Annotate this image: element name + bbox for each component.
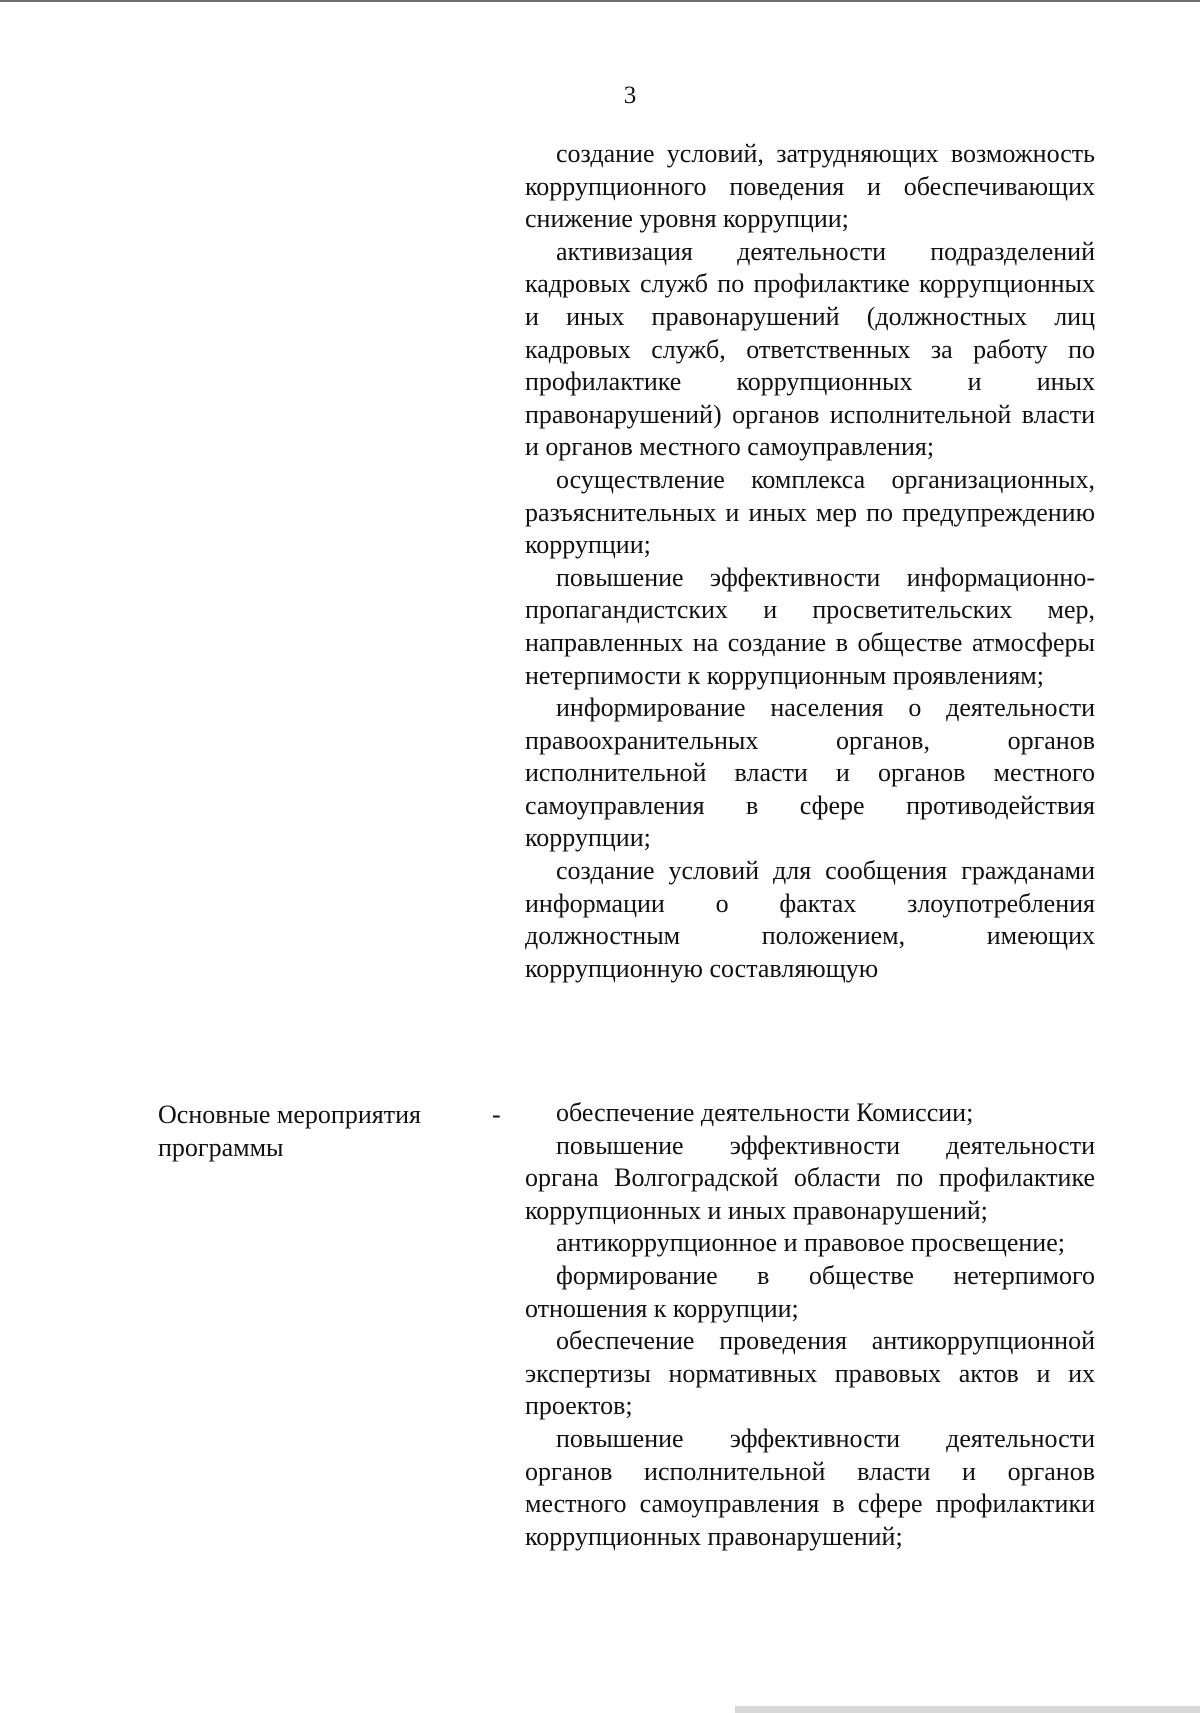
main-activities-text-block — [525, 1097, 1095, 1553]
scan-bottom-shadow — [735, 1706, 1200, 1713]
goals-text-block — [525, 138, 1095, 985]
page-number: 3 — [623, 82, 637, 109]
activities-paragraph: обеспечение проведения антикоррупционной экспертизы нормативных правовых актов и их проектов; — [525, 1326, 1095, 1421]
main-activities-label — [158, 1098, 458, 1164]
goals-paragraph: создание условий для сообщения гражданами информации о фактах злоупотребления должностным положением, имеющих коррупционную составляющую — [525, 856, 1095, 983]
goals-paragraph: информирование населения о деятельности правоохранительных органов, органов исполнительной власти и органов местного самоуправления в сфере противодействия коррупции; — [525, 693, 1095, 853]
activities-paragraph: повышение эффективности деятельности органа Волгоградской области по профилактике коррупционных и иных правонарушений; — [525, 1130, 1095, 1225]
goals-paragraph: осуществление комплекса организационных, разъяснительных и иных мер по предупреждению коррупции; — [525, 464, 1095, 560]
scan-top-border — [0, 0, 1200, 2]
goals-paragraph: создание условий, затрудняющих возможность коррупционного поведения и обеспечивающих снижение уровня коррупции; — [525, 139, 1095, 234]
goals-paragraph: активизация деятельности подразделений кадровых служб по профилактике коррупционных и иных правонарушений (должностных лиц кадровых служб, ответственных за работу по профилактике коррупционных и иных правонарушений) органов исполнительной власти и органов местного самоуправления; — [525, 236, 1095, 462]
main-activities-label-line: программы — [158, 1133, 284, 1162]
label-separator-dash: - — [492, 1100, 501, 1129]
activities-paragraph: обеспечение деятельности Комиссии; — [556, 1098, 974, 1127]
activities-paragraph: формирование в обществе нетерпимого отношения к коррупции; — [525, 1260, 1095, 1323]
activities-paragraph: антикоррупционное и правовое просвещение; — [556, 1228, 1065, 1258]
activities-paragraph: повышение эффективности деятельности органов исполнительной власти и органов местного самоуправления в сфере профилактики коррупционных правонарушений; — [525, 1423, 1095, 1551]
goals-paragraph: повышение эффективности информационно-пропагандистских и просветительских мер, направленных на создание в обществе атмосферы нетерпимости к коррупционным проявлениям; — [525, 562, 1095, 690]
main-activities-label-line: Основные мероприятия — [158, 1100, 421, 1129]
